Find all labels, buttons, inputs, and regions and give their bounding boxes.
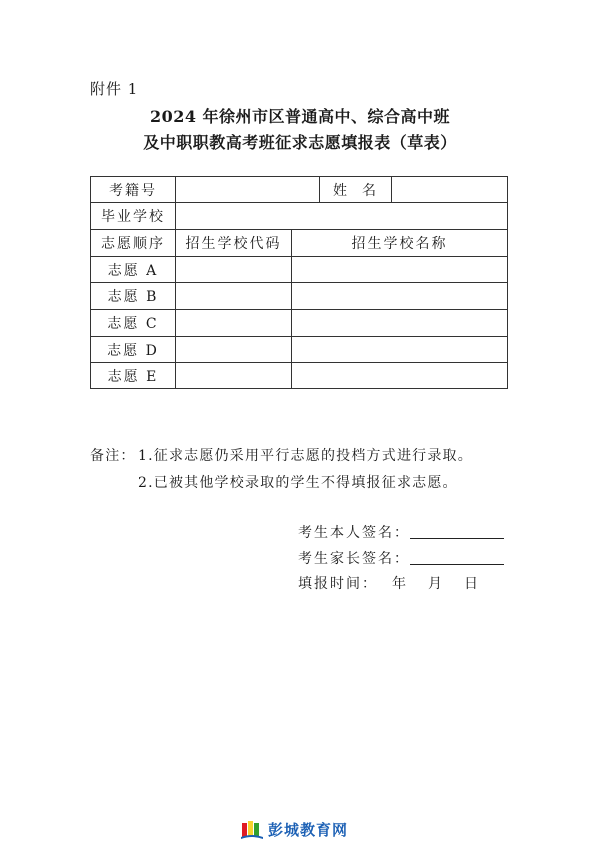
fill-date-label: 填报时间： bbox=[298, 576, 378, 592]
form-title-line-1: 2024 年徐州市区普通高中、综合高中班 bbox=[149, 107, 451, 126]
graduation-school-field[interactable] bbox=[176, 203, 507, 229]
note-line-1: 1.征求志愿仍采用平行志愿的投档方式进行录取。 bbox=[138, 448, 473, 464]
month-label: 月 bbox=[428, 576, 444, 592]
student-signature-line[interactable] bbox=[410, 538, 504, 539]
preference-e-code-field[interactable] bbox=[176, 363, 291, 388]
exam-number-field[interactable] bbox=[176, 177, 319, 202]
year-label: 年 bbox=[392, 576, 408, 592]
preference-c-name-field[interactable] bbox=[292, 310, 507, 336]
parent-signature-line[interactable] bbox=[410, 564, 504, 565]
form-title-line-2: 及中职职教高考班征求志愿填报表（草表） bbox=[143, 133, 457, 152]
graduation-school-label: 毕业学校 bbox=[101, 209, 165, 225]
attachment-label: 附件 1 bbox=[90, 80, 139, 98]
note-line-2: 2.已被其他学校录取的学生不得填报征求志愿。 bbox=[138, 475, 458, 491]
preference-order-header: 志愿顺序 bbox=[101, 236, 165, 252]
school-name-header: 招生学校名称 bbox=[351, 236, 448, 252]
preference-c-code-field[interactable] bbox=[176, 310, 291, 336]
book-icon bbox=[240, 817, 264, 841]
preference-e-name-field[interactable] bbox=[292, 363, 507, 388]
parent-signature-label: 考生家长签名： bbox=[298, 551, 410, 567]
preference-b-label: 志愿 B bbox=[107, 289, 159, 305]
exam-number-label: 考籍号 bbox=[109, 182, 157, 199]
preference-a-code-field[interactable] bbox=[176, 257, 291, 282]
preference-d-name-field[interactable] bbox=[292, 337, 507, 362]
day-label: 日 bbox=[464, 576, 480, 592]
preference-d-label: 志愿 D bbox=[107, 342, 159, 359]
name-field[interactable] bbox=[392, 177, 507, 202]
name-label: 姓 名 bbox=[333, 182, 378, 199]
notes-prefix: 备注： bbox=[90, 448, 136, 464]
preference-e-label: 志愿 E bbox=[107, 368, 159, 385]
preference-a-label: 志愿 A bbox=[107, 262, 159, 279]
student-signature-label: 考生本人签名： bbox=[298, 525, 410, 541]
preference-c-label: 志愿 C bbox=[107, 316, 159, 332]
site-watermark-logo bbox=[240, 817, 348, 841]
preference-b-name-field[interactable] bbox=[292, 283, 507, 309]
preference-a-name-field[interactable] bbox=[292, 257, 507, 282]
preference-b-code-field[interactable] bbox=[176, 283, 291, 309]
application-form-table bbox=[90, 176, 508, 389]
preference-d-code-field[interactable] bbox=[176, 337, 291, 362]
school-code-header: 招生学校代码 bbox=[185, 236, 282, 252]
watermark-text: 彭城教育网 bbox=[268, 820, 349, 839]
